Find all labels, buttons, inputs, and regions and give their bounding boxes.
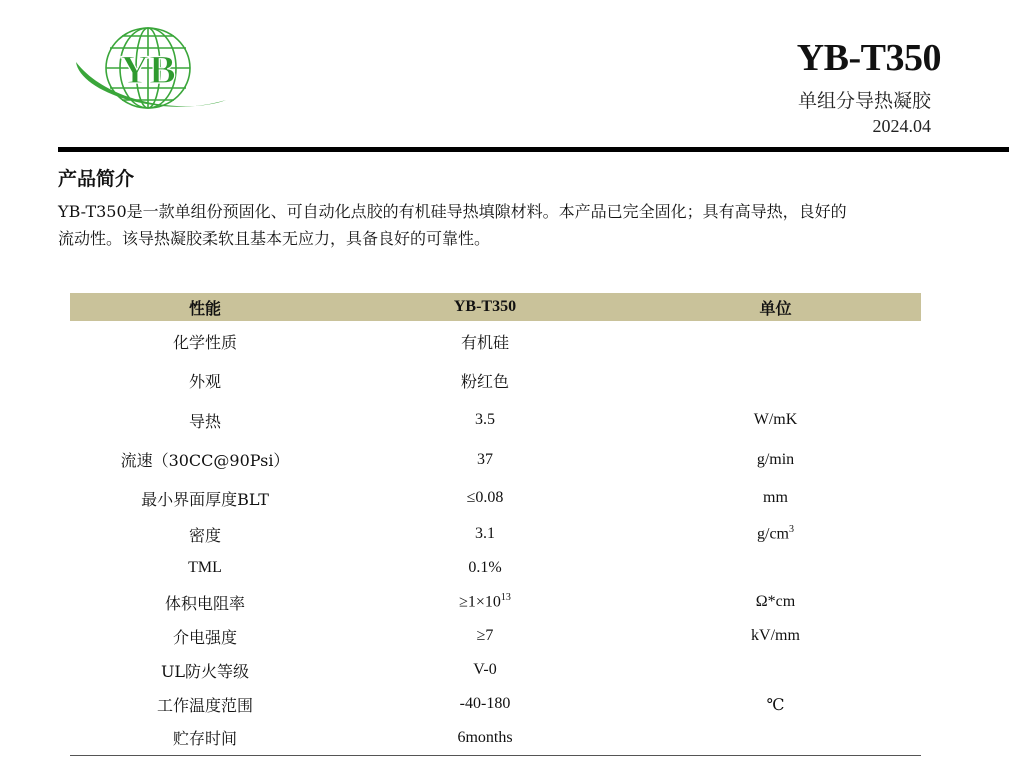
value-cell: ≤0.08: [466, 489, 504, 506]
property-cell: UL防火等级: [160, 661, 250, 681]
value-cell: ≥7: [476, 627, 494, 644]
value-cell: 3.1: [475, 525, 495, 542]
table-row: [70, 653, 921, 687]
table-header-row: [70, 293, 921, 321]
unit-cell: [630, 653, 921, 687]
spec-table: [70, 293, 921, 756]
unit-cell: ℃: [766, 694, 785, 714]
value-superscript: 13: [500, 592, 511, 604]
unit-cell: kV/mm: [751, 627, 800, 644]
table-row: [70, 361, 921, 400]
property-cell: 介电强度: [172, 627, 237, 647]
product-code-title: YB-T350: [796, 37, 941, 79]
value-cell: 有机硅: [460, 332, 509, 352]
unit-superscript: 3: [789, 524, 794, 536]
column-header-unit: 单位: [630, 293, 921, 321]
table-row: [70, 585, 921, 619]
table-row: [70, 400, 921, 440]
product-intro: [58, 198, 958, 252]
table-row: [70, 321, 921, 361]
column-header-property: 性能: [70, 293, 340, 321]
unit-cell: g/min: [756, 450, 795, 468]
table-row: [70, 551, 921, 585]
unit-cell: [630, 721, 921, 755]
property-cell: 化学性质: [172, 332, 237, 352]
document-date: 2024.04: [872, 116, 931, 136]
company-logo: [70, 22, 230, 118]
property-cell: 体积电阻率: [164, 593, 245, 613]
value-cell: 0.1%: [468, 559, 502, 576]
property-cell: 流速（30CC@90Psi）: [120, 451, 290, 470]
column-header-value: YB-T350: [340, 293, 630, 321]
unit-text: g/cm: [757, 525, 789, 543]
property-cell: 最小界面厚度BLT: [141, 489, 269, 509]
table-row: [70, 440, 921, 479]
value-text: ≥1×10: [459, 593, 501, 611]
value-cell: [340, 585, 630, 619]
intro-line: 流动性。该导热凝胶柔软且基本无应力，具备良好的可靠性。: [58, 229, 491, 248]
property-cell: 贮存时间: [70, 721, 340, 755]
unit-cell: Ω*cm: [755, 593, 796, 610]
product-name: 单组分导热凝胶: [797, 90, 931, 112]
value-cell: V-0: [473, 661, 497, 678]
table-row: [70, 517, 921, 551]
unit-cell: mm: [763, 489, 788, 506]
value-cell: 6months: [340, 721, 630, 755]
intro-line: YB-T350是一款单组份预固化、可自动化点胶的有机硅导热填隙材料。本产品已完全固化；具有高导热，良好的: [58, 202, 847, 221]
logo-text: YB: [120, 47, 176, 92]
table-row: [70, 721, 921, 755]
section-title: 产品简介: [58, 168, 135, 190]
unit-cell: [630, 361, 921, 400]
property-cell: 密度: [188, 525, 221, 545]
value-cell: -40-180: [459, 695, 511, 712]
table-row: [70, 687, 921, 721]
value-cell: 粉红色: [460, 372, 509, 391]
unit-cell: [630, 321, 921, 361]
property-cell: TML: [188, 559, 222, 576]
table-row: [70, 619, 921, 653]
unit-cell: W/mK: [753, 411, 798, 428]
property-cell: 导热: [188, 411, 221, 431]
unit-cell: [630, 551, 921, 585]
table-row: [70, 479, 921, 517]
property-cell: 外观: [188, 372, 221, 391]
header-divider: [58, 147, 1009, 152]
unit-cell: [630, 517, 921, 551]
property-cell: 工作温度范围: [156, 695, 253, 715]
value-cell: 3.5: [475, 411, 495, 428]
value-cell: 37: [477, 450, 493, 468]
